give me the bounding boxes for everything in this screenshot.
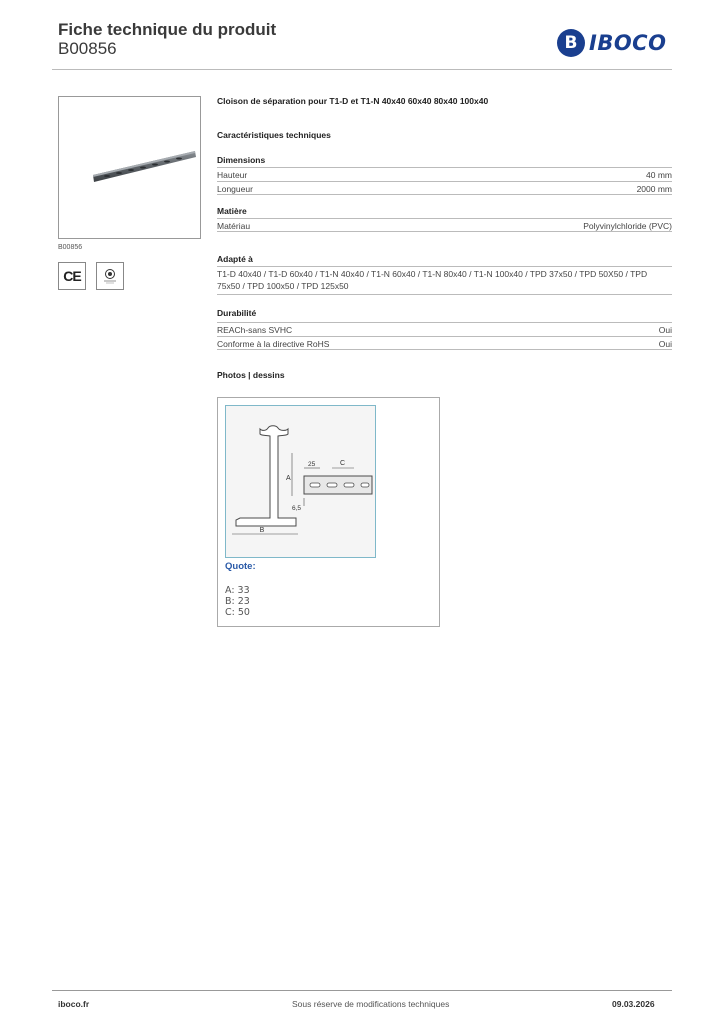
separator-rail-image — [59, 97, 201, 239]
quote-a: A: 33 — [225, 585, 250, 596]
spec-value: Oui — [658, 325, 672, 335]
product-specifications — [217, 96, 672, 380]
spec-row-material — [217, 218, 672, 232]
product-image — [58, 96, 201, 239]
technical-drawing — [225, 405, 376, 558]
durability-heading: Durabilité — [217, 308, 257, 318]
spec-label: REACh-sans SVHC — [217, 325, 293, 335]
spec-value: Oui — [658, 339, 672, 349]
ce-mark: CE — [63, 268, 81, 284]
dimensions-heading: Dimensions — [217, 155, 266, 165]
dim-label-25: 25 — [308, 461, 316, 468]
spec-label: Longueur — [217, 184, 253, 194]
compatible-products: T1-D 40x40 / T1-D 60x40 / T1-N 40x40 / T1-N 60x40 / T1-N 80x40 / T1-N 100x40 / TPD 37x50 / TPD 50X50 / TPD 75x50 / TPD 100x50 / TPD 125x50 — [217, 266, 672, 295]
product-code: B00856 — [58, 39, 117, 58]
spec-row-reach — [217, 322, 672, 336]
dim-label-c: C — [340, 460, 346, 467]
logo-mark-icon: B — [557, 29, 585, 57]
adapted-heading: Adapté à — [217, 254, 253, 264]
specs-heading: Caractéristiques techniques — [217, 130, 331, 140]
quote-b: B: 23 — [225, 596, 250, 607]
footer-divider — [52, 990, 672, 991]
image-caption: B00856 — [58, 244, 83, 251]
spec-label: Matériau — [217, 221, 251, 231]
technical-drawing-frame — [217, 397, 440, 627]
document-title: Fiche technique du produit — [58, 20, 277, 39]
ce-certification-badge — [58, 262, 86, 290]
recycling-certification-badge — [96, 262, 124, 290]
footer-website-link[interactable]: iboco.fr — [58, 999, 90, 1009]
spec-value: 40 mm — [646, 170, 672, 180]
spec-row-height — [217, 167, 672, 181]
footer-date: 09.03.2026 — [612, 999, 655, 1009]
dim-label-65: 6,5 — [292, 505, 302, 512]
spec-label: Hauteur — [217, 170, 248, 180]
dim-label-a: A — [286, 475, 291, 482]
profile-drawing — [226, 406, 377, 559]
quote-c: C: 50 — [225, 607, 250, 618]
dim-label-b: B — [259, 527, 265, 534]
spec-label: Conforme à la directive RoHS — [217, 339, 330, 349]
quote-label: Quote: — [225, 561, 256, 572]
logo-text: IBOCO — [589, 31, 667, 55]
header-divider — [52, 69, 672, 70]
brand-logo[interactable] — [557, 28, 666, 58]
product-name: Cloison de séparation pour T1-D et T1-N 40x40 60x40 80x40 100x40 — [217, 96, 489, 106]
footer-notice: Sous réserve de modifications techniques — [292, 999, 450, 1009]
recycle-seal-icon — [100, 266, 120, 286]
spec-row-rohs — [217, 336, 672, 350]
spec-row-length — [217, 181, 672, 195]
spec-value: 2000 mm — [636, 184, 672, 194]
material-heading: Matière — [217, 206, 247, 216]
spec-value: Polyvinylchloride (PVC) — [583, 221, 672, 231]
photos-heading: Photos | dessins — [217, 370, 285, 380]
